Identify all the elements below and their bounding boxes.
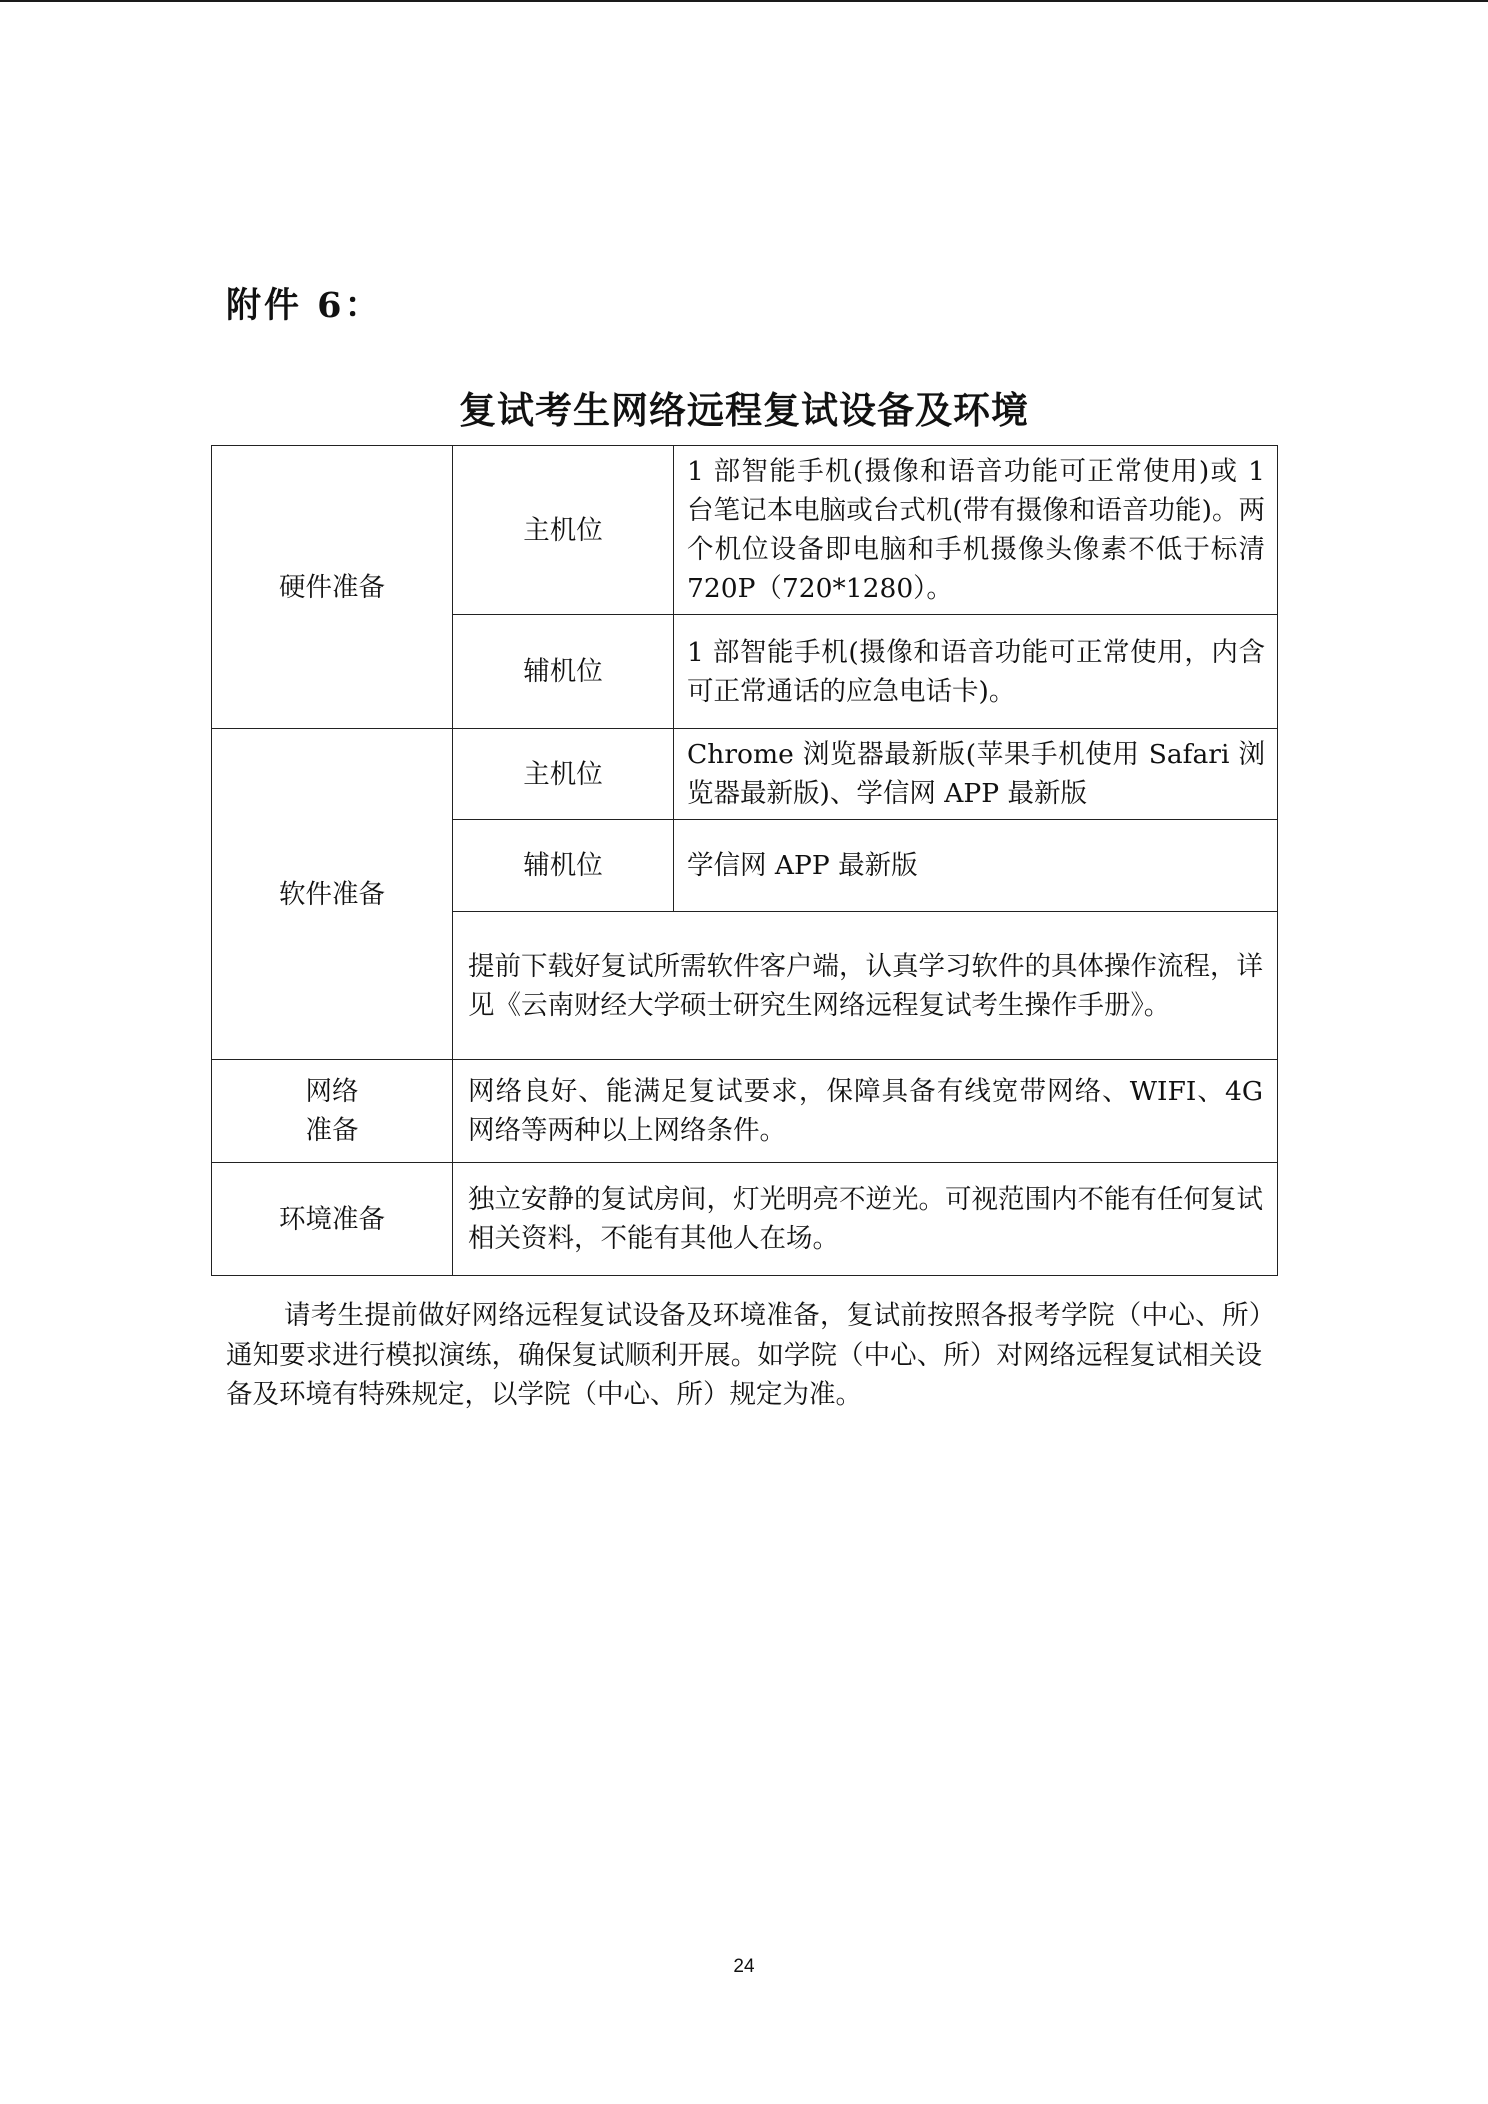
hardware-main-position: 主机位 [453,446,674,615]
network-category [212,1060,453,1163]
hardware-main-desc: 1 部智能手机(摄像和语音功能可正常使用)或 1 台笔记本电脑或台式机(带有摄像和语音功能)。两个机位设备即电脑和手机摄像头像素不低于标清 720P（720*1280）。 [674,446,1278,615]
instruction-paragraph: 请考生提前做好网络远程复试设备及环境准备，复试前按照各报考学院（中心、所）通知要求进行模拟演练，确保复试顺利开展。如学院（中心、所）对网络远程复试相关设备及环境有特殊规定，以学院（中心、所）规定为准。 [226,1300,1262,1410]
attachment-label: 附件 6： [226,285,383,326]
network-label-line2: 准备 [305,1115,359,1146]
top-border-line [0,0,1488,2]
hardware-aux-position: 辅机位 [453,615,674,729]
page-number: 24 [733,1956,755,1977]
hardware-category: 硬件准备 [212,446,453,729]
document-title: 复试考生网络远程复试设备及环境 [459,388,1029,432]
software-aux-desc: 学信网 APP 最新版 [674,820,1278,912]
software-category: 软件准备 [212,729,453,1060]
hardware-aux-desc: 1 部智能手机(摄像和语音功能可正常使用，内含可正常通话的应急电话卡)。 [674,615,1278,729]
network-label-line1: 网络 [305,1076,359,1107]
environment-row [212,1163,1278,1276]
software-note: 提前下载好复试所需软件客户端，认真学习软件的具体操作流程，详见《云南财经大学硕士研究生网络远程复试考生操作手册》。 [453,912,1278,1060]
environment-desc: 独立安静的复试房间，灯光明亮不逆光。可视范围内不能有任何复试相关资料，不能有其他人在场。 [453,1163,1278,1276]
software-main-desc: Chrome 浏览器最新版(苹果手机使用 Safari 浏览器最新版)、学信网 APP 最新版 [674,729,1278,820]
network-row [212,1060,1278,1163]
hardware-main-row [212,446,1278,615]
network-desc: 网络良好、能满足复试要求，保障具备有线宽带网络、WIFI、4G 网络等两种以上网络条件。 [453,1060,1278,1163]
software-main-row [212,729,1278,820]
environment-category: 环境准备 [212,1163,453,1276]
requirements-table [211,445,1278,1276]
software-aux-position: 辅机位 [453,820,674,912]
software-main-position: 主机位 [453,729,674,820]
